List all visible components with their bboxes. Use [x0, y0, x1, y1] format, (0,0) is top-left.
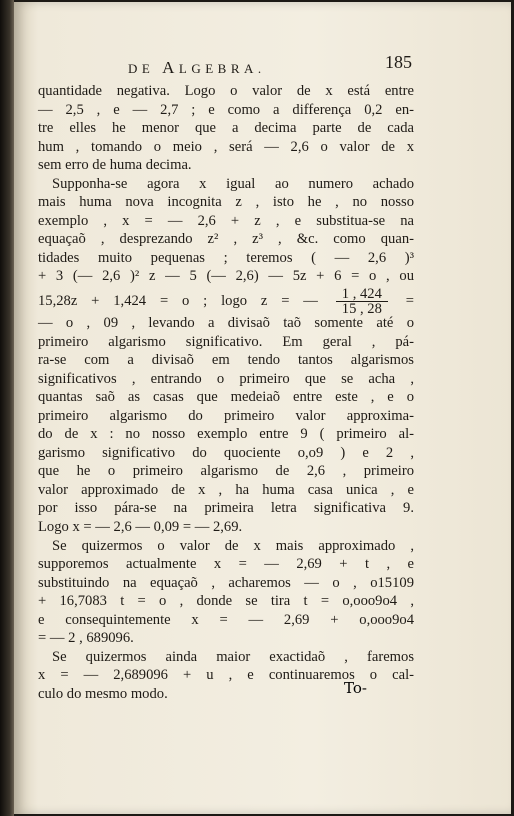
- text-line: por isso pára-se na primeira letra significativa 9.: [38, 500, 414, 517]
- text-line: primeiro algarismo do primeiro valor approxima-: [38, 407, 414, 424]
- text-line: sem erro de huma decima.: [38, 157, 192, 174]
- catchword: To-: [344, 679, 367, 697]
- equation-right: =: [405, 293, 414, 310]
- text-line: quantidade negativa. Logo o valor de x está entre: [38, 83, 414, 99]
- text-line: hum , tomando o meio , será — 2,6 o valor de x: [38, 138, 414, 155]
- text-line: Se quizermos ainda maior exactidaõ , faremos: [52, 648, 414, 665]
- text-line: tre elles he menor que a decima parte de cada: [38, 120, 414, 137]
- text-line: exemplo , x = — 2,6 + z , e substitua-se na: [38, 212, 414, 229]
- text-line: — o , 09 , levando a divisaõ taõ somente até o: [38, 315, 414, 332]
- fraction: [336, 287, 388, 316]
- book-spine-edge: [0, 0, 14, 816]
- text-line: que he o primeiro algarismo de 2,6 , primeiro: [38, 463, 414, 480]
- text-line: significativos , entrando o primeiro que se acha ,: [38, 370, 414, 387]
- page-header: [38, 52, 414, 82]
- text-line: Supponha-se agora x igual ao numero achado: [52, 175, 414, 192]
- text-line: e consequintemente x = — 2,69 + o,ooo9o4: [38, 611, 414, 628]
- page-number: 185: [385, 52, 412, 72]
- text-line: primeiro algarismo significativo. Em geral , pá-: [38, 333, 414, 350]
- text-line: quantas saõ as casas que medeiaõ entre este , e o: [38, 389, 414, 406]
- text-block-bottom: [38, 314, 414, 703]
- text-line: equaçaõ , desprezando z² , z³ , &c. como quan-: [38, 231, 414, 248]
- text-block-top: [38, 82, 414, 286]
- text-line: supporemos actualmente x = — 2,69 + t , e: [38, 556, 414, 573]
- text-line: tidades muito pequenas ; teremos ( — 2,6 )³: [38, 249, 414, 266]
- running-head-prefix: DE: [128, 61, 163, 76]
- running-head: [128, 58, 266, 78]
- text-line: x = — 2,689096 + u , e continuaremos o cal-: [38, 667, 414, 684]
- book-page: [14, 2, 511, 814]
- page-content: [38, 52, 414, 704]
- text-line: = — 2 , 689096.: [38, 630, 134, 647]
- text-line: Se quizermos o valor de x mais approximado ,: [52, 537, 414, 554]
- fraction-denominator: 15 , 28: [341, 301, 382, 318]
- text-line: substituindo na equaçaõ , acharemos — o , o15109: [38, 574, 414, 591]
- text-line: + 3 (— 2,6 )² z — 5 (— 2,6) — 5z + 6 = o , ou: [38, 268, 414, 285]
- text-line: culo do mesmo modo.: [38, 685, 168, 702]
- running-head-initial: A: [162, 58, 179, 77]
- equation-left: 15,28z + 1,424 = o ; logo z = —: [38, 293, 318, 310]
- running-head-rest: LGEBRA.: [178, 61, 266, 76]
- text-line: + 16,7083 t = o , donde se tira t = o,ooo9o4 ,: [38, 593, 414, 610]
- text-line: ra-se com a divisaõ em tendo tantos algarismos: [38, 352, 414, 369]
- text-line: do de x : no nosso exemplo entre 9 ( primeiro al-: [38, 426, 414, 443]
- text-line: Logo x = — 2,6 — 0,09 = — 2,69.: [38, 519, 243, 536]
- text-line: mais huma nova incognita z , isto he , no nosso: [38, 194, 414, 211]
- fraction-equation-line: [38, 286, 414, 318]
- text-line: garismo significativo do quociente o,o9 ) e 2 ,: [38, 444, 414, 461]
- fraction-numerator: 1 , 424: [336, 287, 388, 302]
- text-line: — 2,5 , e — 2,7 ; e como a differença 0,2 en-: [38, 101, 414, 118]
- text-line: valor approximado de x , ha huma casa unica , e: [38, 481, 414, 498]
